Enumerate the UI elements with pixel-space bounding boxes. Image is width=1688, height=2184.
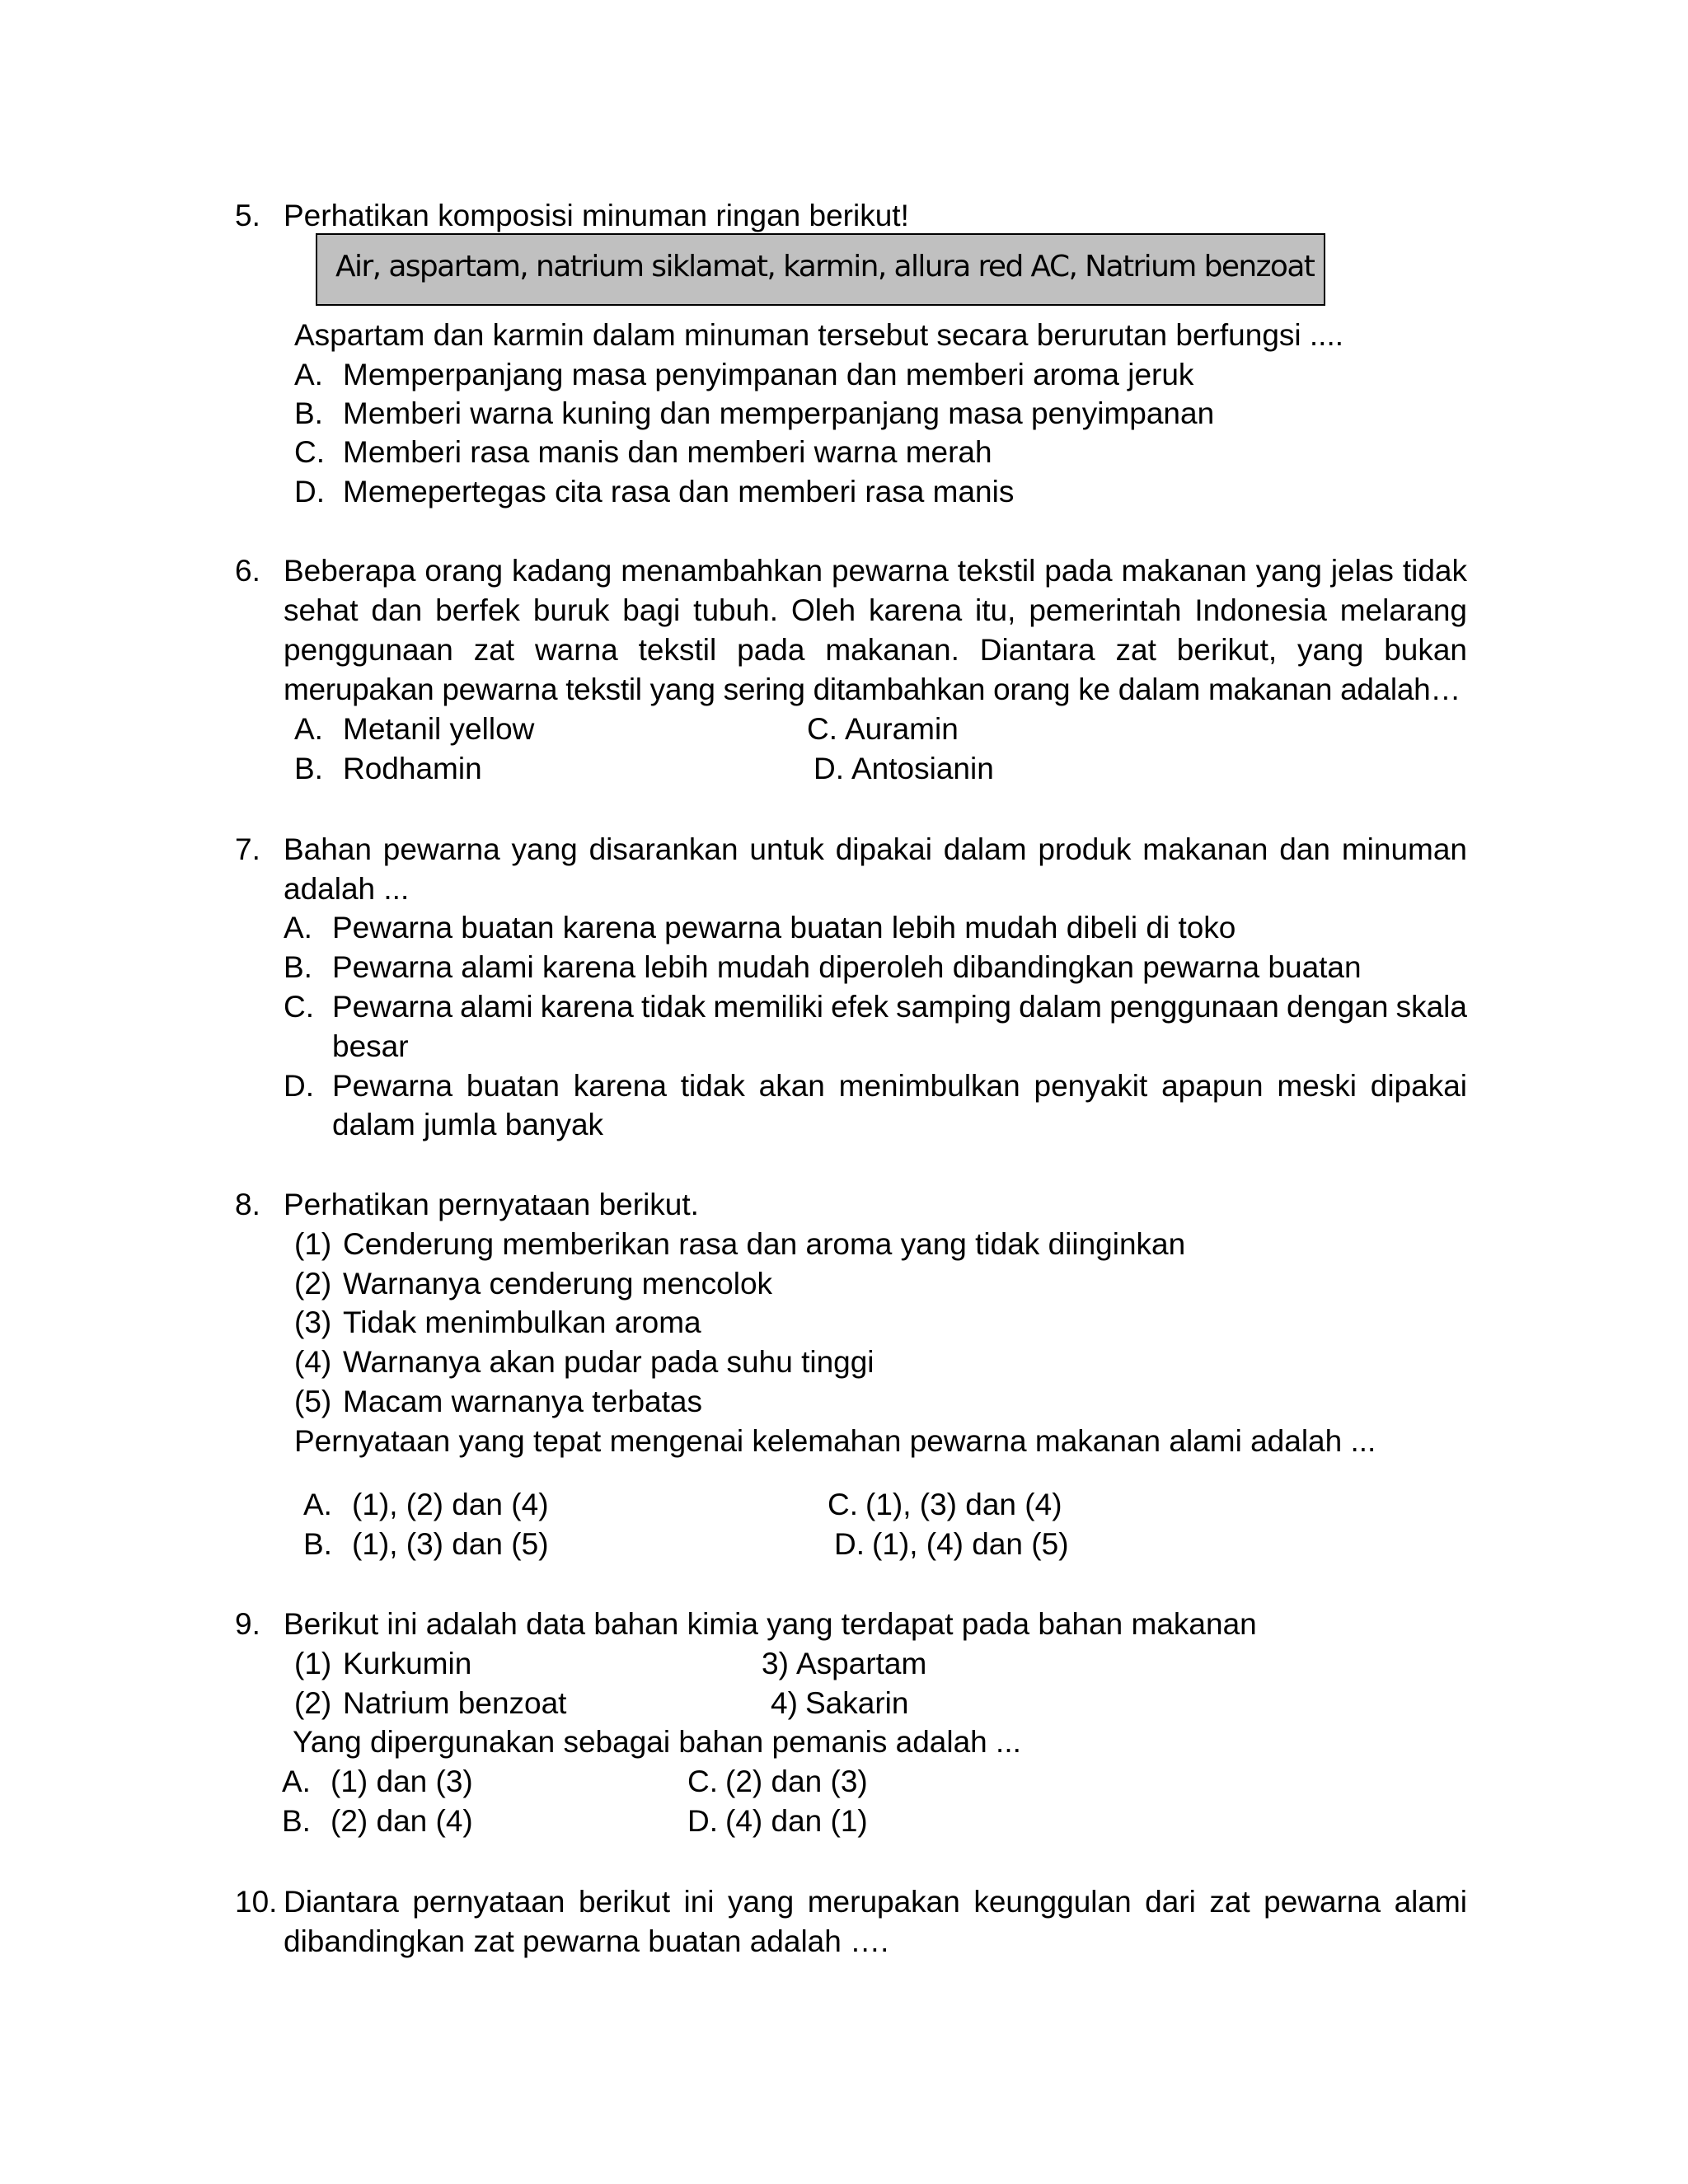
- option-text: Memepertegas cita rasa dan memberi rasa manis: [343, 475, 1015, 509]
- question-line: Beberapa orang kadang menambahkan pewarna tekstil pada makanan yang jelas tidak: [284, 554, 1467, 588]
- question-text: Aspartam dan karmin dalam minuman tersebut secara berurutan berfungsi ....: [294, 318, 1344, 352]
- statement-text: Natrium benzoat: [343, 1686, 567, 1720]
- option-text: Auramin: [845, 712, 959, 746]
- option-letter: B.: [303, 1527, 332, 1561]
- option-text: Rodhamin: [343, 752, 482, 785]
- statement-text: Sakarin: [805, 1686, 909, 1720]
- statement-text: Warnanya akan pudar pada suhu tinggi: [343, 1345, 874, 1379]
- option-text: (1), (3) dan (5): [352, 1527, 549, 1561]
- question-number: 8.: [235, 1188, 260, 1221]
- option-text: Metanil yellow: [343, 712, 535, 746]
- question-line: dibandingkan zat pewarna buatan adalah ….: [284, 1924, 889, 1958]
- option-text: (4) dan (1): [725, 1804, 868, 1838]
- option-letter: B.: [294, 396, 323, 430]
- option-text: Memperpanjang masa penyimpanan dan memberi aroma jeruk: [343, 358, 1194, 391]
- option-text: dalam jumla banyak: [332, 1108, 604, 1141]
- statement-text: Tidak menimbulkan aroma: [343, 1305, 701, 1339]
- question-text: Yang dipergunakan sebagai bahan pemanis adalah ...: [293, 1725, 1021, 1759]
- statement-label: (5): [294, 1385, 332, 1418]
- question-stem: Perhatikan pernyataan berikut.: [284, 1188, 699, 1221]
- option-letter: C.: [294, 435, 325, 469]
- option-text: Antosianin: [851, 752, 994, 785]
- question-stem: Perhatikan komposisi minuman ringan berikut!: [284, 199, 909, 232]
- option-letter: A.: [303, 1488, 332, 1521]
- option-letter: C.: [828, 1488, 858, 1521]
- question-text: Pernyataan yang tepat mengenai kelemahan pewarna makanan alami adalah ...: [294, 1424, 1376, 1458]
- statement-text: Aspartam: [796, 1647, 927, 1680]
- question-number: 7.: [235, 832, 260, 866]
- statement-text: Warnanya cenderung mencolok: [343, 1267, 773, 1301]
- option-letter: D.: [284, 1069, 314, 1103]
- statement-label: (3): [294, 1305, 332, 1339]
- question-line: Bahan pewarna yang disarankan untuk dipakai dalam produk makanan dan minuman: [284, 832, 1467, 866]
- question-stem: Berikut ini adalah data bahan kimia yang terdapat pada bahan makanan: [284, 1607, 1257, 1641]
- statement-text: Cenderung memberikan rasa dan aroma yang tidak diinginkan: [343, 1227, 1186, 1261]
- statement-label: (2): [294, 1686, 332, 1720]
- option-letter: B.: [294, 752, 323, 785]
- question-number: 9.: [235, 1607, 260, 1641]
- question-number: 10.: [235, 1885, 278, 1919]
- option-letter: D.: [834, 1527, 865, 1561]
- option-letter: C.: [807, 712, 837, 746]
- statement-text: Kurkumin: [343, 1647, 472, 1680]
- option-text: (2) dan (3): [725, 1765, 868, 1798]
- option-letter: D.: [687, 1804, 718, 1838]
- statement-label: 4): [771, 1686, 798, 1720]
- option-letter: B.: [282, 1804, 311, 1838]
- statement-label: (1): [294, 1227, 332, 1261]
- question-number: 6.: [235, 554, 260, 588]
- option-text: Memberi rasa manis dan memberi warna merah: [343, 435, 992, 469]
- option-letter: A.: [284, 911, 312, 944]
- question-line: adalah ...: [284, 872, 410, 906]
- question-line: Diantara pernyataan berikut ini yang merupakan keunggulan dari zat pewarna alami: [284, 1885, 1467, 1919]
- option-letter: A.: [294, 712, 323, 746]
- option-text: (1) dan (3): [331, 1765, 473, 1798]
- statement-label: (4): [294, 1345, 332, 1379]
- option-letter: C.: [284, 990, 314, 1024]
- question-line: sehat dan berfek buruk bagi tubuh. Oleh karena itu, pemerintah Indonesia melarang: [284, 593, 1467, 627]
- option-text: (2) dan (4): [331, 1804, 473, 1838]
- statement-text: Macam warnanya terbatas: [343, 1385, 702, 1418]
- statement-label: 3): [762, 1647, 789, 1680]
- option-letter: A.: [294, 358, 323, 391]
- option-letter: C.: [687, 1765, 718, 1798]
- composition-box: [316, 233, 1325, 306]
- question-line: merupakan pewarna tekstil yang sering ditambahkan orang ke dalam makanan adalah…: [284, 673, 1461, 706]
- question-line: penggunaan zat warna tekstil pada makanan. Diantara zat berikut, yang bukan: [284, 633, 1467, 667]
- option-letter: D.: [294, 475, 325, 509]
- option-text: (1), (4) dan (5): [872, 1527, 1069, 1561]
- option-text: Pewarna buatan karena tidak akan menimbulkan penyakit apapun meski dipakai: [332, 1069, 1467, 1103]
- option-text: (1), (2) dan (4): [352, 1488, 549, 1521]
- option-text: (1), (3) dan (4): [865, 1488, 1062, 1521]
- composition-text: Air, aspartam, natrium siklamat, karmin, allura red AC, Natrium benzoat: [335, 250, 1315, 284]
- option-text: Pewarna buatan karena pewarna buatan lebih mudah dibeli di toko: [332, 911, 1236, 944]
- option-letter: D.: [814, 752, 844, 785]
- statement-label: (1): [294, 1647, 332, 1680]
- option-text: Pewarna alami karena lebih mudah diperoleh dibandingkan pewarna buatan: [332, 950, 1362, 984]
- option-letter: A.: [282, 1765, 311, 1798]
- option-text: besar: [332, 1029, 409, 1063]
- option-letter: B.: [284, 950, 312, 984]
- option-text: Memberi warna kuning dan memperpanjang masa penyimpanan: [343, 396, 1215, 430]
- option-text: Pewarna alami karena tidak memiliki efek samping dalam penggunaan dengan skala: [332, 990, 1467, 1024]
- question-number: 5.: [235, 199, 260, 232]
- statement-label: (2): [294, 1267, 332, 1301]
